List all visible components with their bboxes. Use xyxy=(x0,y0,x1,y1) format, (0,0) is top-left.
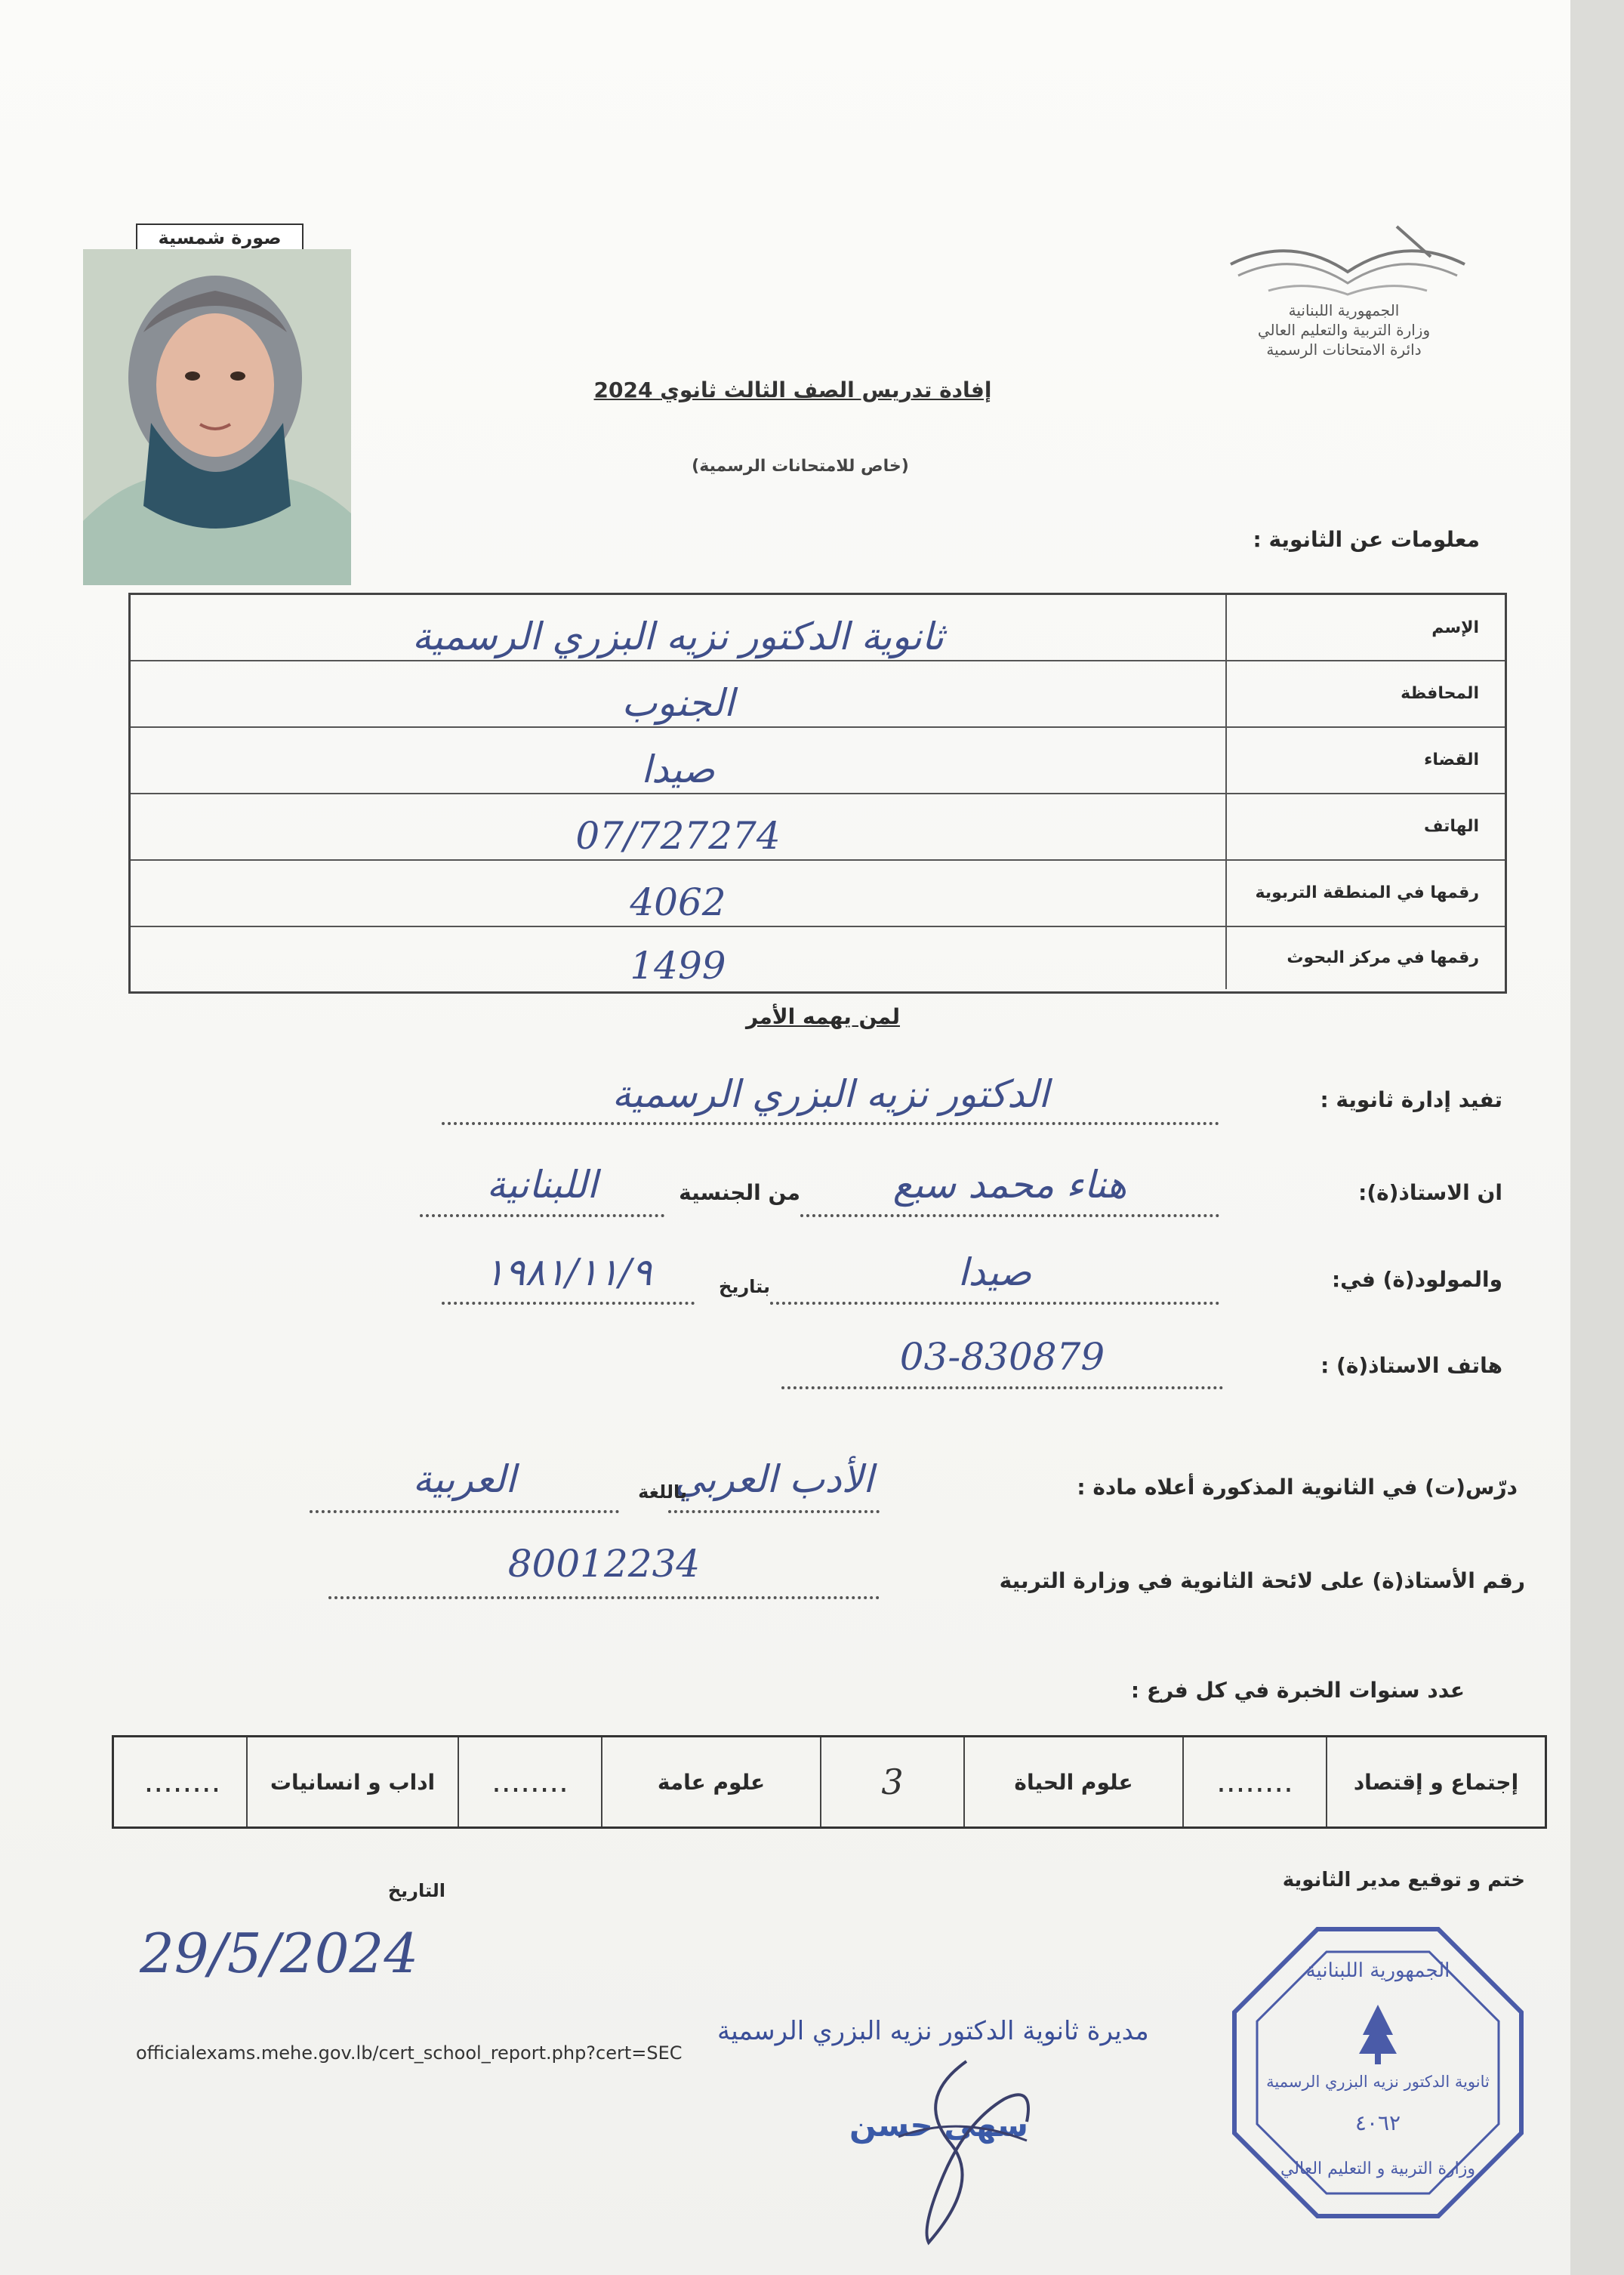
ministry-line: الجمهورية اللبنانية xyxy=(1288,301,1400,319)
birthdate-value: ١٩٨١/١١/٩ xyxy=(442,1250,695,1305)
row-label: المحافظة xyxy=(1225,660,1505,726)
ministry-logo xyxy=(1223,219,1472,302)
row-value: الجنوب xyxy=(621,681,735,725)
ministry-line: دائرة الامتحانات الرسمية xyxy=(1266,341,1422,359)
to-whom-heading: لمن يهمه الأمر xyxy=(746,1004,900,1029)
title-text: إفادة تدريس الصف الثالث ثانوي xyxy=(660,378,992,402)
director-title: مديرة ثانوية الدكتور نزيه البزري الرسمية xyxy=(717,2016,1149,2046)
applicant-photo xyxy=(83,249,351,585)
stamp-text-bottom: وزارة التربية و التعليم العالي xyxy=(1280,2159,1476,2178)
experience-label: عدد سنوات الخبرة في كل فرع : xyxy=(1130,1678,1465,1703)
row-value: صيدا xyxy=(641,748,715,791)
language-label: باللغة xyxy=(638,1481,687,1503)
subject-label: درّس(ت) في الثانوية المذكورة أعلاه مادة : xyxy=(1077,1475,1518,1500)
teacher-label: ان الاستاذ(ة): xyxy=(1358,1180,1502,1205)
row-value: 07/727274 xyxy=(575,814,781,858)
experience-table xyxy=(112,1735,1547,1829)
row-label: رقمها في مركز البحوث xyxy=(1225,926,1505,989)
document-subtitle: (خاص للامتحانات الرسمية) xyxy=(692,457,909,476)
title-year: 2024 xyxy=(593,378,653,402)
stamp-text-mid: ثانوية الدكتور نزيه البزري الرسمية xyxy=(1266,2073,1490,2091)
row-label: رقمها في المنطقة التربوية xyxy=(1225,859,1505,926)
nationality-label: من الجنسية xyxy=(679,1180,800,1205)
table-row xyxy=(131,660,1505,728)
photo-caption: صورة شمسية xyxy=(136,223,304,254)
branch-cell: علوم عامة xyxy=(601,1737,820,1826)
teacher-name-value: هناء محمد سبع xyxy=(800,1163,1219,1217)
table-row xyxy=(131,859,1505,927)
years-cell: ........ xyxy=(458,1737,601,1826)
official-stamp xyxy=(1227,1922,1529,2224)
school-name-value: الدكتور نزيه البزري الرسمية xyxy=(442,1072,1219,1125)
ministry-line: وزارة التربية والتعليم العالي xyxy=(1257,321,1431,339)
table-row xyxy=(131,595,1505,661)
registry-value: 80012234 xyxy=(328,1542,880,1599)
row-value: ثانوية الدكتور نزيه البزري الرسمية xyxy=(411,615,945,658)
table-row xyxy=(131,926,1505,989)
director-signature xyxy=(853,2054,1080,2250)
registry-label: رقم الأستاذ(ة) على لائحة الثانوية في وزارة التربية xyxy=(999,1568,1525,1593)
stamp-label: ختم و توقيع مدير الثانوية xyxy=(1282,1869,1525,1891)
row-label: الإسم xyxy=(1225,595,1505,660)
school-info-table xyxy=(128,593,1507,994)
verification-url: officialexams.mehe.gov.lb/cert_school_report.php?cert=SEC xyxy=(136,2042,683,2064)
date-value: 29/5/2024 xyxy=(140,1922,419,1985)
branch-cell: إجتماع و إقتصاد xyxy=(1326,1737,1545,1826)
teacher-phone-label: هاتف الاستاذ(ة) : xyxy=(1320,1353,1502,1378)
branch-cell: علوم الحياة xyxy=(963,1737,1182,1826)
table-row xyxy=(131,793,1505,861)
birthplace-label: والمولود(ة) في: xyxy=(1331,1267,1502,1292)
school-label: تفيد إدارة ثانوية : xyxy=(1320,1087,1502,1112)
director-name: سهى حسن xyxy=(849,2107,1028,2144)
ministry-header xyxy=(1208,301,1480,359)
birthplace-value: صيدا xyxy=(770,1250,1219,1305)
document-title xyxy=(528,378,1057,402)
stamp-text-top: الجمهورية اللبنانية xyxy=(1305,1959,1450,1982)
years-cell: 3 xyxy=(820,1737,963,1826)
row-value: 1499 xyxy=(630,944,726,988)
stamp-number: ٤٠٦٢ xyxy=(1354,2110,1401,2135)
school-info-heading: معلومات عن الثانوية : xyxy=(1253,527,1480,552)
table-row xyxy=(131,726,1505,794)
date-label: التاريخ xyxy=(387,1880,445,1901)
language-value: العربية xyxy=(310,1457,619,1513)
row-value: 4062 xyxy=(630,880,726,924)
teacher-phone-value: 03-830879 xyxy=(781,1335,1223,1389)
branch-cell: اداب و انسانيات xyxy=(246,1737,458,1826)
row-label: الهاتف xyxy=(1225,793,1505,859)
birthdate-label: بتاريخ xyxy=(719,1276,770,1297)
background-edge xyxy=(1570,0,1624,2275)
years-cell: ........ xyxy=(143,1765,221,1799)
nationality-value: اللبنانية xyxy=(420,1163,664,1217)
subject-value: الأدب العربي xyxy=(668,1457,880,1513)
row-label: القضاء xyxy=(1225,726,1505,793)
years-cell: ........ xyxy=(1182,1737,1326,1826)
